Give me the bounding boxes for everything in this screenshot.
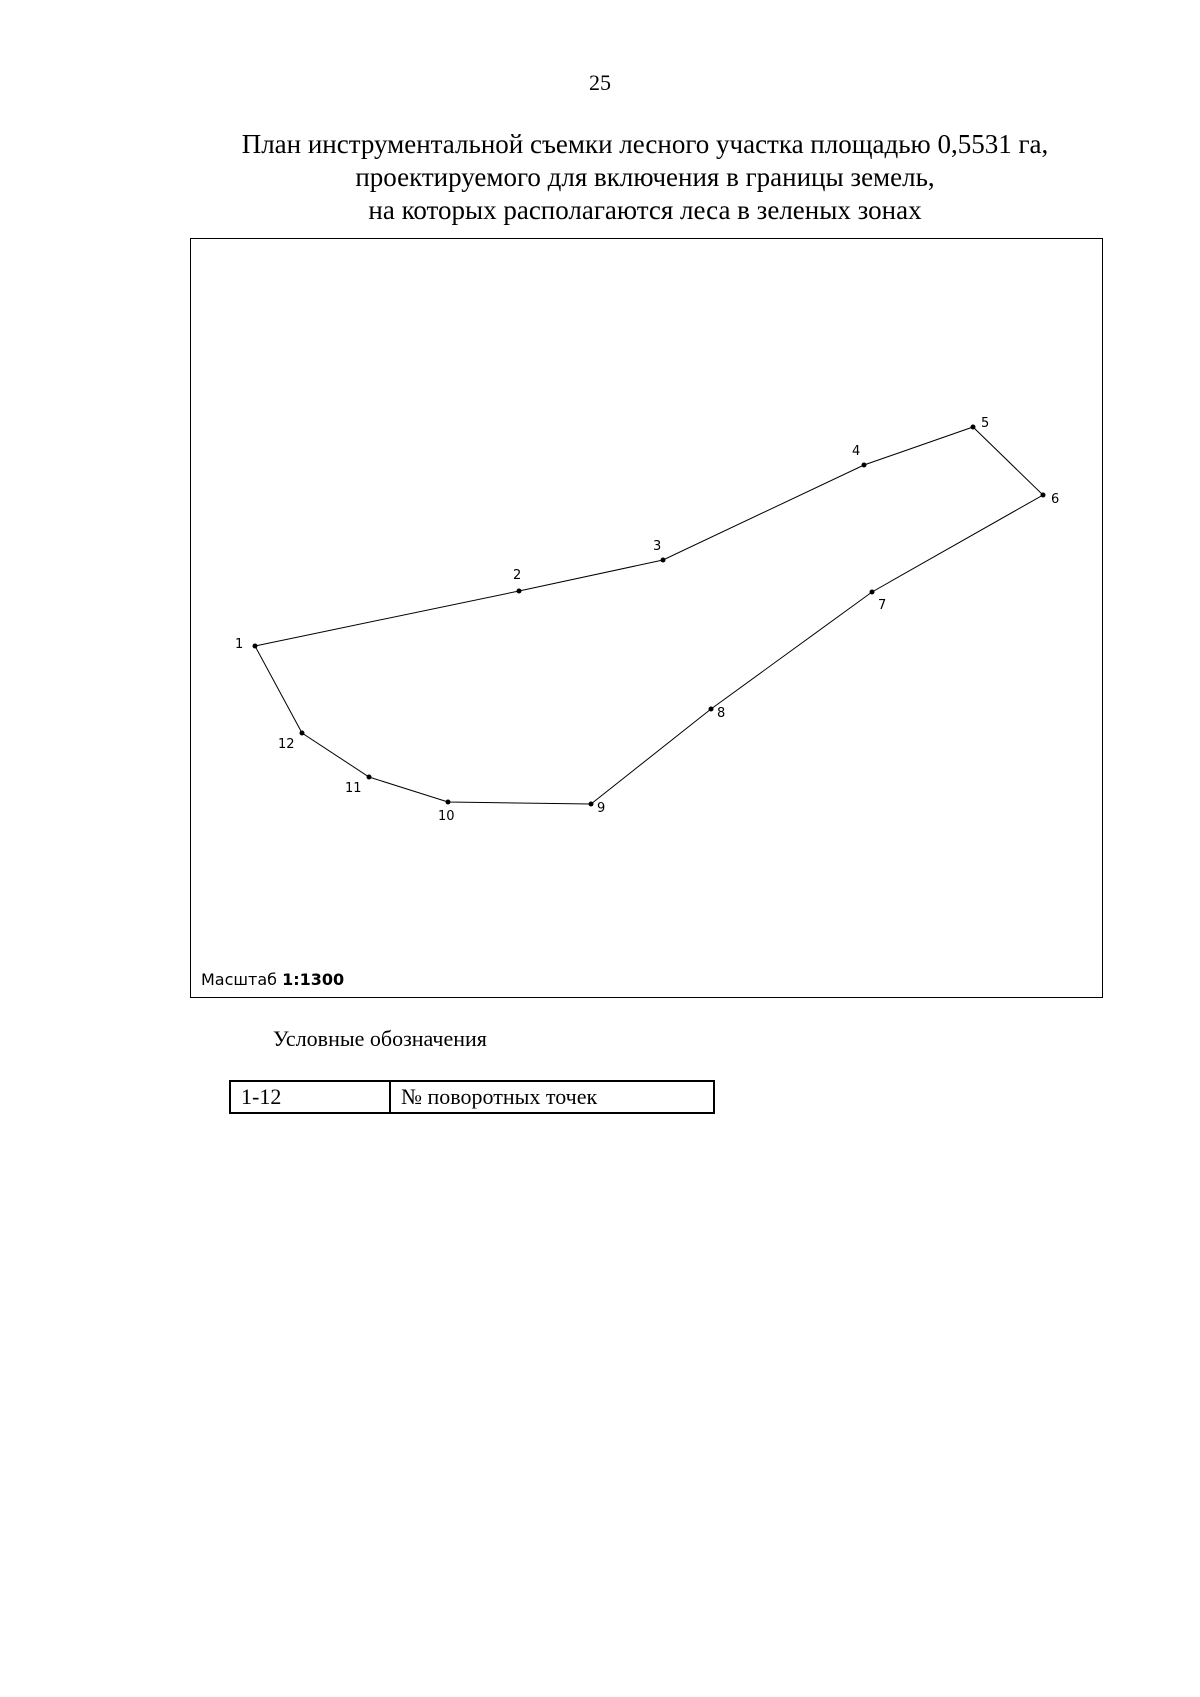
legend-description: № поворотных точек <box>390 1081 714 1113</box>
title-line-3: на которых располагаются леса в зеленых зонах <box>368 195 922 225</box>
turning-point-label: 9 <box>597 801 606 816</box>
title-line-2: проектируемого для включения в границы земель, <box>355 162 935 192</box>
map-scale-prefix: Масштаб <box>201 970 283 989</box>
turning-point-label: 11 <box>345 781 362 796</box>
turning-point-marker <box>661 558 666 563</box>
turning-point-marker <box>300 731 305 736</box>
turning-point-marker <box>589 802 594 807</box>
plot-boundary <box>255 427 1043 804</box>
turning-point-marker <box>367 775 372 780</box>
turning-point-label: 2 <box>513 568 522 583</box>
turning-point-label: 6 <box>1051 492 1060 507</box>
turning-point-marker <box>971 425 976 430</box>
legend-row <box>230 1081 714 1113</box>
survey-map <box>190 238 1103 998</box>
map-scale-value: 1:1300 <box>282 970 345 989</box>
turning-point-marker <box>253 644 258 649</box>
legend-key: 1-12 <box>230 1081 390 1113</box>
legend-table <box>229 1080 715 1114</box>
turning-point-label: 1 <box>235 637 244 652</box>
legend-title: Условные обозначения <box>273 1026 487 1051</box>
turning-point-marker <box>446 800 451 805</box>
turning-points <box>235 416 1059 824</box>
turning-point-label: 8 <box>717 706 726 721</box>
turning-point-marker <box>517 589 522 594</box>
page-number: 25 <box>589 70 611 95</box>
turning-point-marker <box>870 590 875 595</box>
map-scale <box>201 970 344 989</box>
turning-point-marker <box>709 707 714 712</box>
page-title <box>150 128 1140 227</box>
turning-point-marker <box>1041 493 1046 498</box>
title-line-1: План инструментальной съемки лесного участка площадью 0,5531 га, <box>241 129 1049 159</box>
turning-point-label: 10 <box>438 809 455 824</box>
turning-point-label: 4 <box>852 444 861 459</box>
turning-point-marker <box>862 463 867 468</box>
turning-point-label: 12 <box>278 737 295 752</box>
turning-point-label: 5 <box>981 416 990 431</box>
survey-plot <box>191 239 1102 997</box>
turning-point-label: 7 <box>878 598 887 613</box>
turning-point-label: 3 <box>653 539 662 554</box>
